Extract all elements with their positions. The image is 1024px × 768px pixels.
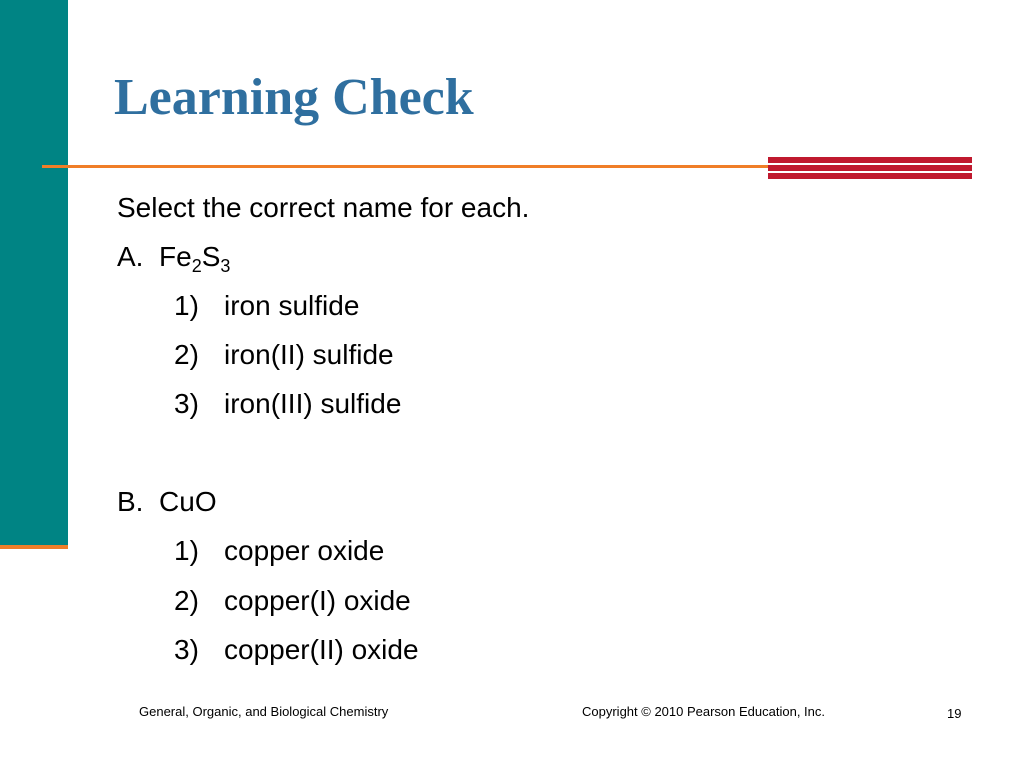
side-bar-rule [0,545,68,549]
option-b-3 [174,634,419,666]
option-text: copper(II) oxide [224,634,419,665]
option-number: 3) [174,388,199,419]
option-a-2 [174,339,394,371]
accent-stripe [768,163,972,165]
instruction-text: Select the correct name for each. [117,192,530,223]
option-a-3 [174,388,401,420]
accent-block-decoration [768,157,972,179]
option-a-1 [174,290,359,322]
side-bar-decoration [0,0,68,545]
option-number: 1) [174,290,199,321]
option-text: copper(I) oxide [224,585,411,616]
formula-fe2s3: $Fe_2S_3$ [159,241,231,276]
option-text: copper oxide [224,535,385,566]
formula-cuo: CuO [159,486,217,517]
question-label: A. [117,241,144,272]
option-number: 2) [174,339,199,370]
question-b [117,486,217,518]
footer-book-title: General, Organic, and Biological Chemistry [139,704,389,719]
option-number: 1) [174,535,199,566]
option-number: 2) [174,585,199,616]
question-a [117,241,231,276]
question-label: B. [117,486,144,517]
accent-stripe [768,171,972,173]
option-b-2 [174,585,411,617]
option-text: iron(III) sulfide [224,388,402,419]
footer-copyright: Copyright © 2010 Pearson Education, Inc. [582,704,826,719]
option-number: 3) [174,634,199,665]
title-underline [42,165,772,168]
option-text: iron sulfide [224,290,360,321]
footer-page-number: 19 [947,706,962,721]
slide-title: Learning Check [114,69,474,126]
option-text: iron(II) sulfide [224,339,394,370]
option-b-1 [174,535,384,567]
